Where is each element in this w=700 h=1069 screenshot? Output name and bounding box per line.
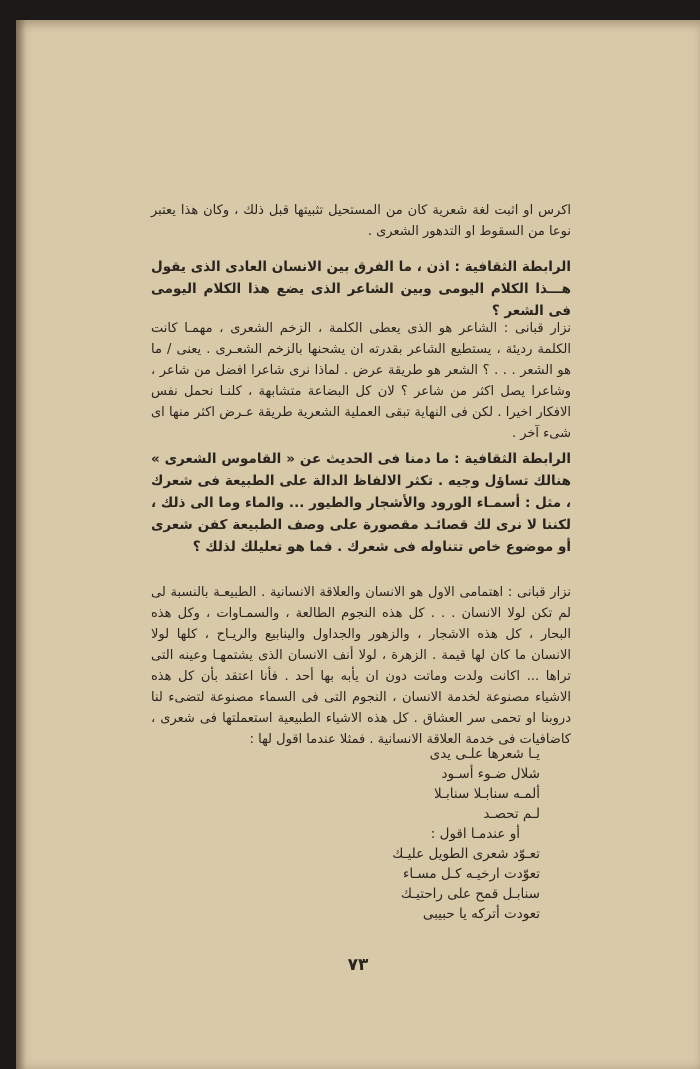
intro-paragraph <box>151 200 571 242</box>
poem-2-line: تعـوّد شعرى الطويل عليـك <box>392 846 540 862</box>
poem-2-line: تعوّدت ارخيـه كـل مسـاء <box>402 866 540 882</box>
question-2-text: الرابطة الثقافية : ما دمنا فى الحديث عن « القاموس الشعرى » هنالك تساؤل وجيه . تكثر الالفاظ الدالة على الطبيعة فى شعرك ، مثل : أسمـاء الورود والأشجار والطيور ... والماء وما الى ذلك ، لكننا لا نرى لك قصائـد مقصورة على وصف الطبيعة كفن شعرى أو موضوع خاص تتناوله فى شعرك . فما هو تعليلك لذلك ؟ <box>151 451 571 555</box>
poem-1-line: لـم تحصـد <box>483 806 540 822</box>
answer-2 <box>151 582 571 750</box>
question-2 <box>151 448 571 558</box>
poem-2-line: سنابـل قمح على راحتيـك <box>400 886 540 902</box>
answer-1-text: نزار قبانى : الشاعر هو الذى يعطى الكلمة ، الزخم الشعرى ، مهمـا كانت الكلمة رديئة ، يستطيع الشاعر بقدرته ان يشحنها بالزخم الشعـرى . يعنى / ما هو الشعر . . . ؟ الشعر هو طريقة عرض . لماذا نرى شاعرا افضل من شاعر ، وشاعرا يصل اكثر من شاعر ؟ لان كل البضاعة متشابهة ، كلنـا نحمل نفس الافكار اخيرا . لكن فى النهاية تبقى العملية الشعرية طريقة عـرض اكثر منها اى شىء آخر . <box>151 321 571 441</box>
answer-1 <box>151 318 571 444</box>
page-number: ٧٣ <box>347 955 369 975</box>
question-1 <box>151 256 571 322</box>
poem-1-line: ألمـه سنابـلا سنابـلا <box>434 786 540 802</box>
poem-1-line: يـا شعرها علـى يدى <box>429 746 540 762</box>
answer-2-text: نزار قبانى : اهتمامى الاول هو الانسان والعلاقة الانسانية . الطبيعـة بالنسبة لى لم تكن لولا الانسان . . . كل هذه النجوم الطالعة ، والسمـاوات ، وكل هذه البحار ، كل هذه الاشجار ، والزهور والجداول والينابيع والريـاح ، كلها لولا الانسان ما كان لها قيمة . الزهرة ، لولا أنف الانسان الذى يشتمهـا وعينه التى تراها ... اكانت ولدت وماتت دون ان يأبه بها أحد . فأنا اعتقد بأن كل هذه الاشياء مصنوعة لخدمة الانسان ، النجوم التى فى السماء مصنوعة لتضىء لنا دروبنا او تحمى سر العشاق . كل هذه الاشياء الطبيعية استعملتها فى شعرى ، كاضافيات فى خدمة العلاقة الانسانية . فمثلا عندما اقول لها : <box>151 585 571 747</box>
question-1-text: الرابطة الثقافية : اذن ، ما الفرق بين الانسان العادى الذى يقول هـــذا الكلام اليومى وبين الشاعر الذى يضع هذا الكلام اليومى فى الشعر ؟ <box>151 259 571 319</box>
poem-1-line: شلال ضـوء أسـود <box>441 766 540 782</box>
book-page <box>16 20 700 1069</box>
poem-2-line: تعودت أتركه يا حبيبى <box>422 906 540 922</box>
intro-text: اكرس او اثبت لغة شعرية كان من المستحيل تثبيتها قبل ذلك ، وكان هذا يعتبر نوعا من السقوط او التدهور الشعرى . <box>151 203 571 239</box>
poem-connector: أو عندمـا اقول : <box>430 826 520 842</box>
